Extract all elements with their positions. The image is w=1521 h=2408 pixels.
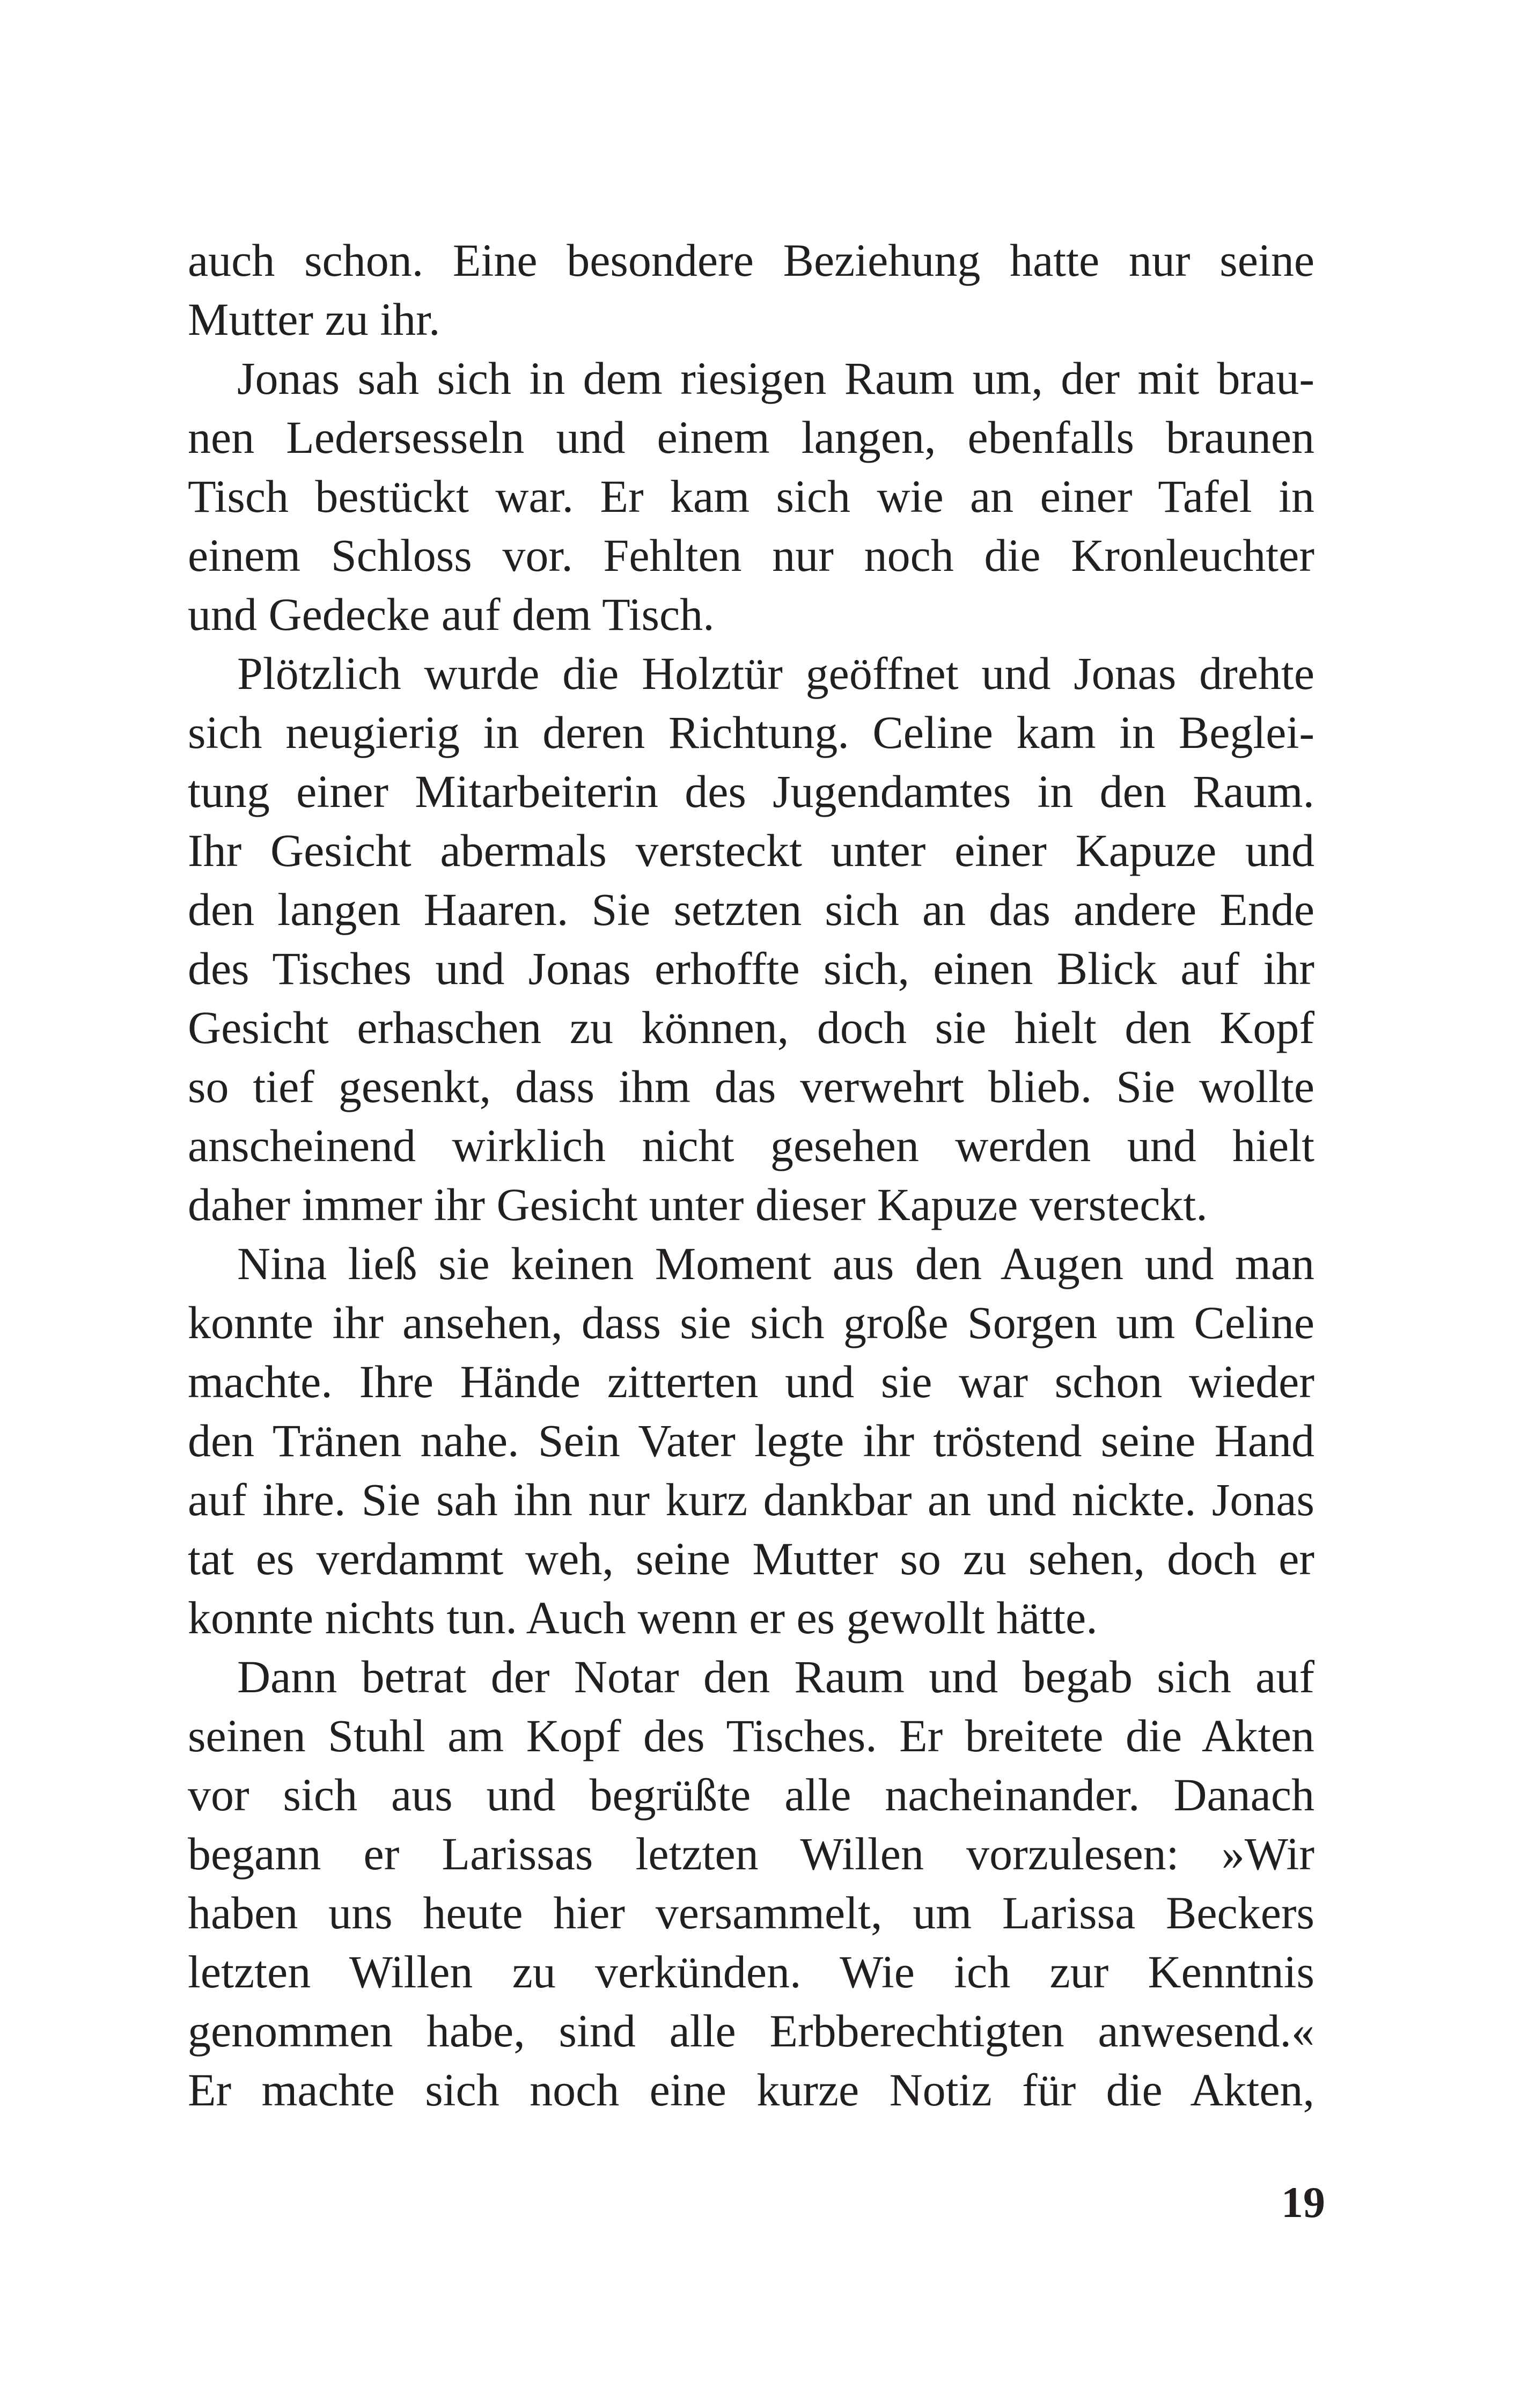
body-text: [188, 231, 1314, 2119]
text-line: sich neugierig in deren Richtung. Celine kam in Beglei-: [188, 707, 1314, 758]
text-line: einem Schloss vor. Fehlten nur noch die Kronleuchter: [188, 530, 1314, 581]
text-line: den Tränen nahe. Sein Vater legte ihr tröstend seine Hand: [188, 1415, 1314, 1466]
text-line: konnte nichts tun. Auch wenn er es gewollt hätte.: [188, 1592, 1098, 1643]
text-line: Mutter zu ihr.: [188, 293, 440, 345]
text-line: Jonas sah sich in dem riesigen Raum um, der mit brau-: [237, 353, 1314, 404]
text-line: tat es verdammt weh, seine Mutter so zu sehen, doch er: [188, 1533, 1314, 1584]
page-number: 19: [1281, 2178, 1325, 2227]
text-line: anscheinend wirklich nicht gesehen werden und hielt: [188, 1120, 1314, 1171]
text-line: Er machte sich noch eine kurze Notiz für die Akten,: [188, 2064, 1314, 2116]
text-line: nen Ledersesseln und einem langen, ebenfalls braunen: [188, 412, 1314, 463]
text-line: Dann betrat der Notar den Raum und begab sich auf: [237, 1651, 1314, 1702]
text-line: des Tisches und Jonas erhoffte sich, einen Blick auf ihr: [188, 943, 1314, 994]
text-line: seinen Stuhl am Kopf des Tisches. Er breitete die Akten: [188, 1710, 1314, 1761]
text-line: tung einer Mitarbeiterin des Jugendamtes in den Raum.: [188, 766, 1314, 817]
text-line: haben uns heute hier versammelt, um Larissa Beckers: [188, 1887, 1314, 1939]
text-line: daher immer ihr Gesicht unter dieser Kapuze versteckt.: [188, 1179, 1208, 1230]
text-line: auch schon. Eine besondere Beziehung hatte nur seine: [188, 234, 1314, 286]
text-line: den langen Haaren. Sie setzten sich an das andere Ende: [188, 884, 1314, 935]
text-line: begann er Larissas letzten Willen vorzulesen: »Wir: [188, 1828, 1314, 1880]
text-line: Nina ließ sie keinen Moment aus den Augen und man: [237, 1238, 1314, 1289]
text-line: vor sich aus und begrüßte alle nacheinander. Danach: [188, 1769, 1314, 1820]
text-line: letzten Willen zu verkünden. Wie ich zur Kenntnis: [188, 1946, 1314, 1998]
text-line: konnte ihr ansehen, dass sie sich große Sorgen um Celine: [188, 1297, 1314, 1348]
text-line: Ihr Gesicht abermals versteckt unter einer Kapuze und: [188, 825, 1314, 876]
text-line: so tief gesenkt, dass ihm das verwehrt blieb. Sie wollte: [188, 1061, 1314, 1112]
text-line: Gesicht erhaschen zu können, doch sie hielt den Kopf: [188, 1002, 1314, 1053]
text-line: genommen habe, sind alle Erbberechtigten anwesend.«: [188, 2005, 1314, 2057]
text-line: Tisch bestückt war. Er kam sich wie an einer Tafel in: [188, 471, 1314, 522]
text-line: Plötzlich wurde die Holztür geöffnet und Jonas drehte: [237, 648, 1314, 699]
text-line: machte. Ihre Hände zitterten und sie war schon wieder: [188, 1356, 1314, 1407]
text-line: auf ihre. Sie sah ihn nur kurz dankbar an und nickte. Jonas: [188, 1474, 1314, 1525]
text-line: und Gedecke auf dem Tisch.: [188, 589, 715, 640]
